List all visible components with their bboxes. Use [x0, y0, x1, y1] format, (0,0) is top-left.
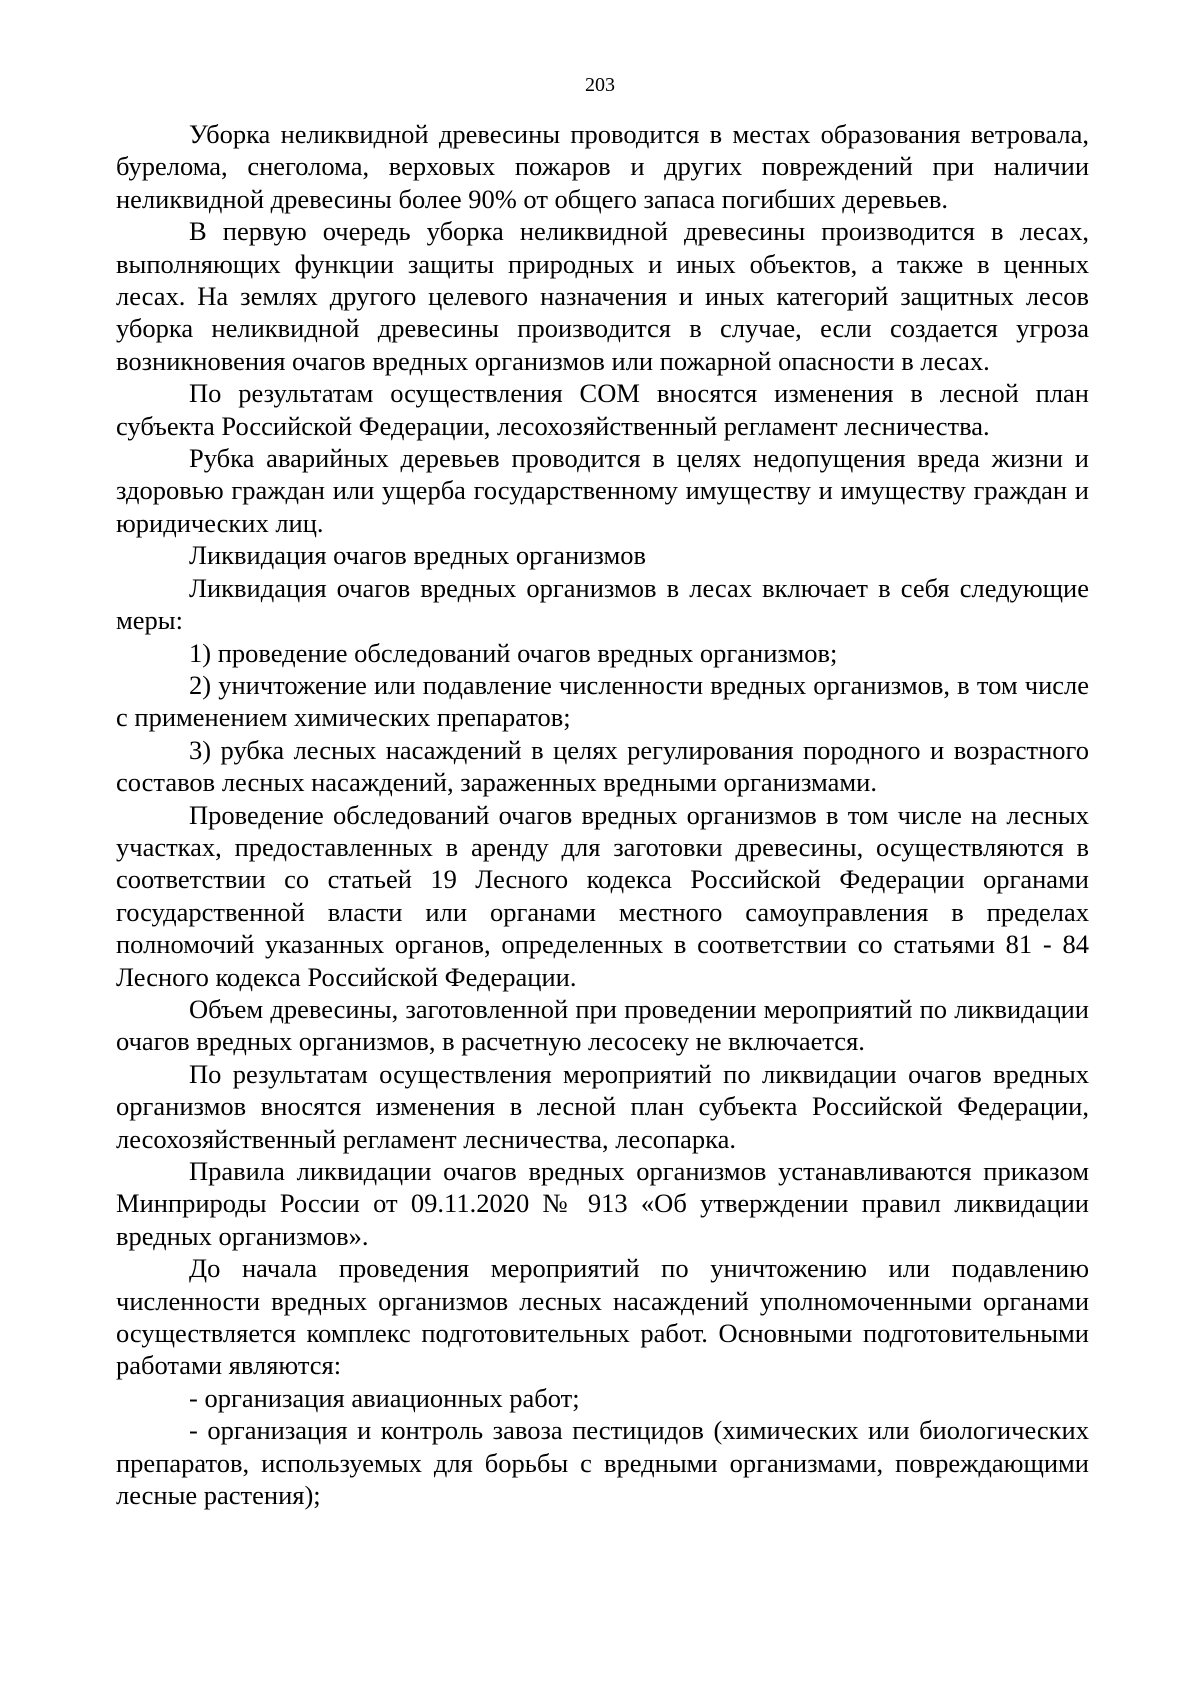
list-item: 3) рубка лесных насаждений в целях регулирования породного и возрастного составов лесных насаждений, зараженных вредными организмами. — [116, 734, 1089, 798]
paragraph: Проведение обследований очагов вредных организмов в том числе на лесных участках, предоставленных в аренду для заготовки древесины, осуществляются в соответствии со статьей 19 Лесного кодекса Российской Федерации органами государственной власти или органами местного самоуправления в пределах полномочий указанных органов, определенных в соответствии со статьями 81 - 84 Лесного кодекса Российской Федерации. — [116, 799, 1089, 992]
paragraph: Уборка неликвидной древесины проводится в местах образования ветровала, бурелома, снеголома, верховых пожаров и других повреждений при наличии неликвидной древесины более 90% от общего запаса погибших деревьев. — [116, 119, 1089, 214]
document-body — [116, 118, 1089, 1511]
page-number: 203 — [585, 74, 615, 96]
paragraph: В первую очередь уборка неликвидной древесины производится в лесах, выполняющих функции защиты природных и иных объектов, а также в ценных лесах. На землях другого целевого назначения и иных категорий защитных лесов уборка неликвидной древесины производится в случае, если создается угроза возникновения очагов вредных организмов или пожарной опасности в лесах. — [116, 216, 1089, 376]
paragraph: Ликвидация очагов вредных организмов в лесах включает в себя следующие меры: — [116, 572, 1089, 636]
paragraph: По результатам осуществления мероприятий по ликвидации очагов вредных организмов вносятся изменения в лесной план субъекта Российской Федерации, лесохозяйственный регламент лесничества, лесопарка. — [116, 1058, 1089, 1154]
list-item: 1) проведение обследований очагов вредных организмов; — [189, 637, 838, 668]
paragraph: Правила ликвидации очагов вредных организмов устанавливаются приказом Минприроды России от 09.11.2020 № 913 «Об утверждении правил ликвидации вредных организмов». — [116, 1156, 1089, 1251]
paragraph: Объем древесины, заготовленной при проведении мероприятий по ликвидации очагов вредных организмов, в расчетную лесосеку не включается. — [116, 993, 1089, 1057]
paragraph: По результатам осуществления СОМ вносятся изменения в лесной план субъекта Российской Федерации, лесохозяйственный регламент лесничества. — [116, 378, 1089, 441]
list-item: - организация и контроль завоза пестицидов (химических или биологических препаратов, используемых для борьбы с вредными организмами, повреждающими лесные растения); — [116, 1415, 1089, 1511]
list-item: 2) уничтожение или подавление численности вредных организмов, в том числе с применением химических препаратов; — [116, 669, 1089, 733]
paragraph: До начала проведения мероприятий по уничтожению или подавлению численности вредных организмов лесных насаждений уполномоченными органами осуществляется комплекс подготовительных работ. Основными подготовительными работами являются: — [116, 1253, 1089, 1381]
list-item: - организация авиационных работ; — [189, 1382, 580, 1413]
section-heading: Ликвидация очагов вредных организмов — [189, 540, 647, 571]
paragraph: Рубка аварийных деревьев проводится в целях недопущения вреда жизни и здоровью граждан или ущерба государственному имуществу и имуществу граждан и юридических лиц. — [116, 443, 1089, 538]
